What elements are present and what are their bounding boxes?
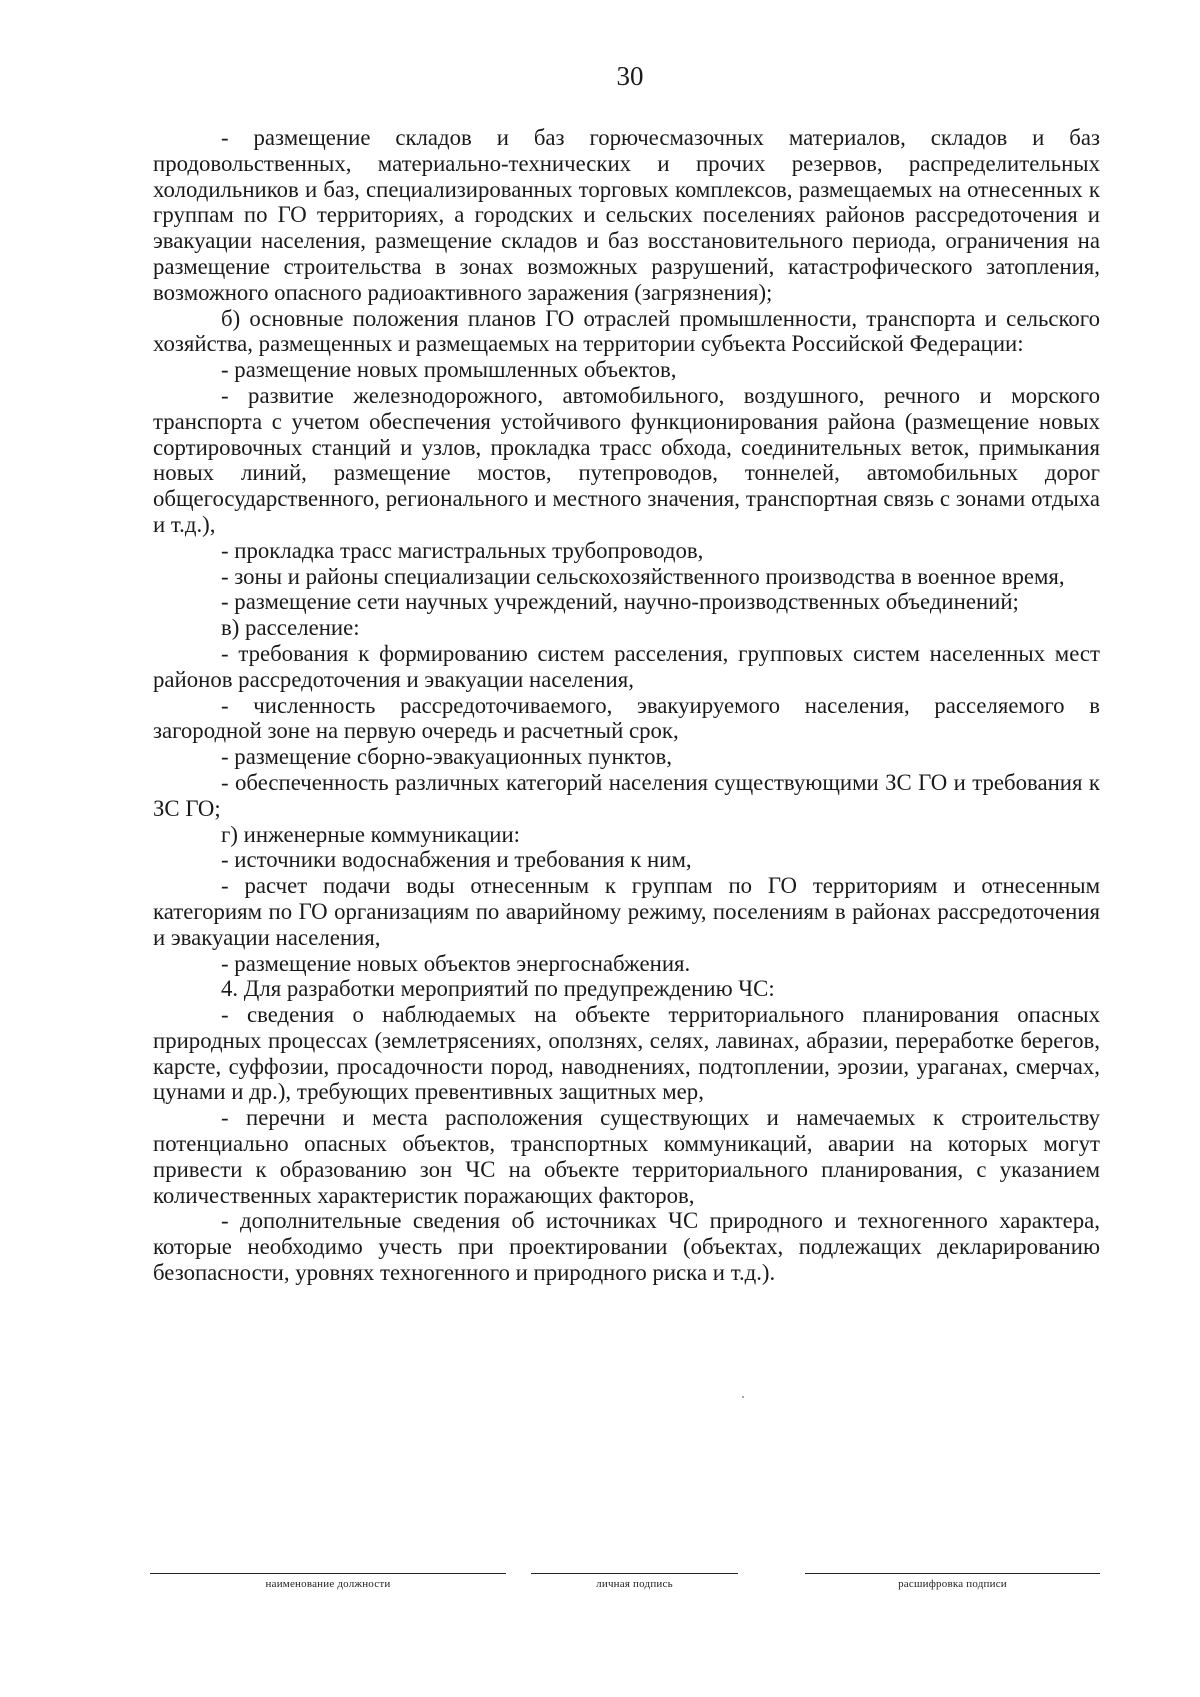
signature-decoding-label: расшифровка подписи — [898, 1578, 1007, 1590]
paragraph: г) инженерные коммуникации: — [221, 821, 520, 847]
paragraph: - перечни и места расположения существующих и намечаемых к строительству потенциально опасных объектов, транспортных коммуникаций, аварии на которых могут привести к образованию зон ЧС на объекте территориального планирования, с указанием количественных характеристик поражающих факторов, — [153, 1105, 1100, 1208]
position-label: наименование должности — [265, 1578, 391, 1590]
position-signature-line — [150, 1573, 506, 1574]
paragraph: - требования к формированию систем расселения, групповых систем населенных мест районов рассредоточения и эвакуации населения, — [153, 640, 1100, 692]
paragraph: - сведения о наблюдаемых на объекте территориального планирования опасных природных процессах (землетрясениях, оползнях, селях, лавинах, абразии, переработке берегов, карсте, суффозии, просадочности пород, наводнениях, подтоплении, эрозии, ураганах, смерчах, цунами и др.), требующих превентивных защитных мер, — [153, 1002, 1100, 1105]
paragraph: - расчет подачи воды отнесенным к группам по ГО территориям и отнесенным категориям по ГО организациям по аварийному режиму, поселениям в районах рассредоточения и эвакуации населения, — [153, 873, 1100, 950]
paragraph: - размещение новых объектов энергоснабжения. — [221, 950, 691, 976]
page-number: 30 — [616, 61, 644, 91]
personal-signature-label: личная подпись — [596, 1578, 673, 1590]
paragraph: - прокладка трасс магистральных трубопроводов, — [221, 537, 704, 563]
scan-speck — [742, 1396, 744, 1398]
paragraph: - дополнительные сведения об источниках ЧС природного и техногенного характера, которые необходимо учесть при проектировании (объектах, подлежащих декларированию безопасности, уровнях техногенного и природного риска и т.д.). — [153, 1208, 1100, 1286]
personal-signature-line — [531, 1573, 738, 1574]
paragraph: - источники водоснабжения и требования к ним, — [221, 847, 692, 873]
paragraph: - размещение сборно-эвакуационных пунктов, — [221, 744, 672, 770]
paragraph: - размещение складов и баз горючесмазочных материалов, складов и баз продовольственных, материально-технических и прочих резервов, распределительных холодильников и баз, специализированных торговых комплексов, размещаемых на отнесенных к группам по ГО территориях, а городских и сельских поселениях районов рассредоточения и эвакуации населения, размещение складов и баз восстановительного периода, ограничения на размещение строительства в зонах возможных разрушений, катастрофического затопления, возможного опасного радиоактивного заражения (загрязнения); — [153, 125, 1100, 305]
signature-decoding-line — [805, 1573, 1100, 1574]
paragraph: - обеспеченность различных категорий населения существующими ЗС ГО и требования к ЗС ГО; — [153, 769, 1100, 821]
paragraph: - зоны и районы специализации сельскохозяйственного производства в военное время, — [221, 563, 1065, 589]
paragraph: - размещение сети научных учреждений, научно-производственных объединений; — [221, 589, 1019, 615]
paragraph: б) основные положения планов ГО отраслей промышленности, транспорта и сельского хозяйства, размещенных и размещаемых на территории субъекта Российской Федерации: — [153, 305, 1100, 357]
document-body — [153, 125, 1100, 1286]
paragraph: - численность рассредоточиваемого, эвакуируемого населения, расселяемого в загородной зоне на первую очередь и расчетный срок, — [153, 692, 1100, 744]
paragraph: 4. Для разработки мероприятий по предупреждению ЧС: — [221, 976, 775, 1002]
paragraph: - развитие железнодорожного, автомобильного, воздушного, речного и морского транспорта с учетом обеспечения устойчивого функционирования района (размещение новых сортировочных станций и узлов, прокладка трасс обхода, соединительных веток, примыкания новых линий, размещение мостов, путепроводов, тоннелей, автомобильных дорог общегосударственного, регионального и местного значения, транспортная связь с зонами отдыха и т.д.), — [153, 382, 1100, 537]
paragraph: - размещение новых промышленных объектов, — [221, 357, 677, 383]
paragraph: в) расселение: — [221, 615, 360, 641]
